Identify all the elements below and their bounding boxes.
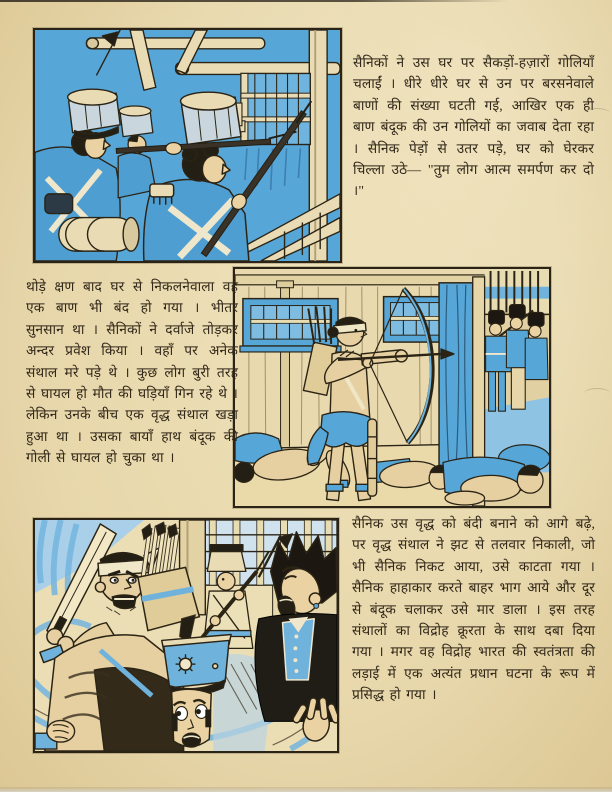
caption-top-right: सैनिकों ने उस घर पर सैकड़ों-हज़ारों गोलियाँ चलाईं । धीरे धीरे घर से उन पर बरसनेवाले बाणों की संख्या घटती गई, आखिर एक ही बाण बंदूक की उन गोलियों का जवाब देता रहा । सैनिक पेड़ों से उतर पड़े, घर को घेरकर चिल्ला उठे— "तुम लोग आत्म समर्पण कर दो ।" xyxy=(353,55,594,199)
sword-fight-illustration xyxy=(35,520,337,751)
archer-illustration xyxy=(235,269,549,506)
panel-sword-fight xyxy=(33,518,339,753)
soldiers-aiming-illustration xyxy=(35,30,340,261)
paper-crease xyxy=(584,388,610,399)
panel-archer-in-house xyxy=(233,267,551,508)
caption-bottom-right: सैनिक उस वृद्ध को बंदी बनाने को आगे बढ़े, पर वृद्ध संथाल ने झट से तलवार निकाली, जो भी सैनिक निकट आया, उसे काटता गया । सैनिक हाहाकार करते बाहर भाग आये और दूर से बंदूक चलाकर उसे मार डाला । इस तरह संथालों का विद्रोह क्रूरता के साथ दबा दिया गया । मगर वह विद्रोह भारत की स्वतंत्रता की लड़ाई में एक अत्यंत प्रधान घटना के रूप में प्रसिद्ध हो गया । xyxy=(352,516,595,703)
scan-edge-bottom xyxy=(0,787,612,792)
caption-middle-left: थोड़े क्षण बाद घर से निकलनेवाला वह एक बाण भी बंद हो गया । भीतर सुनसान था । सैनिकों ने दर्वाजे तोड़कर अन्दर प्रवेश किया । वहाँ पर अनेक संथाल मरे पड़े थे । कुछ लोग बुरी तरह से घायल हो मौत की घड़ियाँ गिन रहे थे । लेकिन उनके बीच एक वृद्ध संथाल खड़ा हुआ था । उसका बायाँ हाथ बंदूक की गोली से घायल हो चुका था । xyxy=(26,279,238,466)
scan-edge-top xyxy=(0,0,508,2)
panel-soldiers-aiming xyxy=(33,28,342,263)
paper-crease xyxy=(584,108,610,119)
